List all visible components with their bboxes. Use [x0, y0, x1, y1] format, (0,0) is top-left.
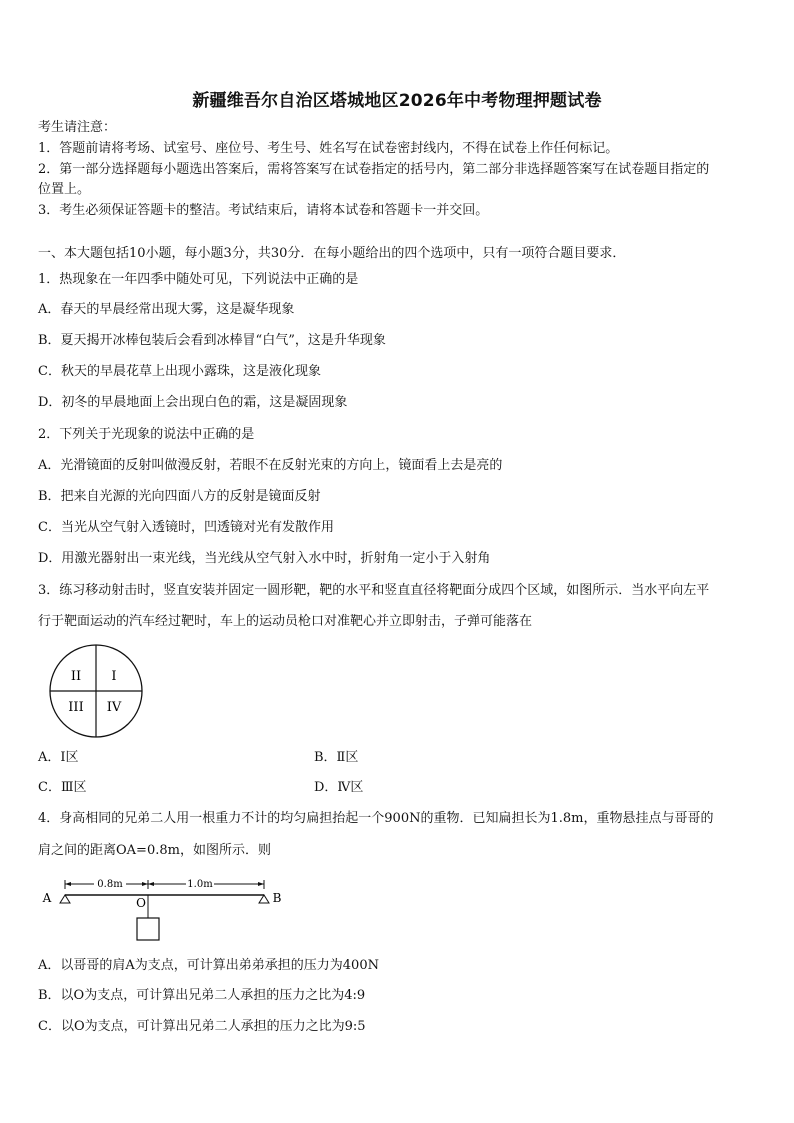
option-a: A．Ⅰ区 [38, 750, 79, 765]
notice-heading: 考生请注意： [38, 120, 117, 135]
option-c: C．秋天的早晨花草上出现小露珠，这是液化现象 [38, 364, 321, 379]
notice-item: 1．答题前请将考场、试室号、座位号、考生号、姓名写在试卷密封线内，不得在试卷上作任何标记。 [38, 141, 619, 156]
notice-item: 3．考生必须保证答题卡的整洁。考试结束后，请将本试卷和答题卡一并交回。 [38, 203, 489, 218]
notice-item: 位置上。 [38, 182, 91, 197]
section-heading: 一、本大题包括10小题，每小题3分，共30分．在每小题给出的四个选项中，只有一项符合题目要求． [38, 246, 626, 261]
region-label-i: I [111, 669, 117, 684]
question-stem: 4．身高相同的兄弟二人用一根重力不计的均匀扁担抬起一个900N的重物．已知扁担长为1.8m，重物悬挂点与哥哥的 [38, 811, 714, 826]
region-label-iv: IV [106, 700, 122, 715]
option-b: B．夏天揭开冰棒包装后会看到冰棒冒“白气”，这是升华现象 [38, 333, 386, 348]
option-a: A．光滑镜面的反射叫做漫反射，若眼不在反射光束的方向上，镜面看上去是亮的 [38, 458, 503, 473]
point-label-o: O [136, 896, 146, 910]
region-label-iii: III [68, 700, 84, 715]
option-d: D．Ⅳ区 [314, 780, 364, 795]
arrowhead [148, 882, 154, 886]
question-stem: 3．练习移动射击时，竖直安装并固定一圆形靶，靶的水平和竖直直径将靶面分成四个区域，如图所示．当水平向左平 [38, 583, 710, 598]
length-label-ao: 0.8m [97, 879, 123, 890]
length-label-ob: 1.0m [187, 879, 213, 890]
option-b: B．Ⅱ区 [314, 750, 359, 765]
shoulder-pole-diagram [38, 872, 288, 944]
option-c: C．当光从空气射入透镜时，凹透镜对光有发散作用 [38, 520, 334, 535]
target-diagram [46, 642, 146, 740]
option-c: C．以O为支点，可计算出兄弟二人承担的压力之比为9:5 [38, 1019, 366, 1034]
question-stem: 肩之间的距离OA=0.8m，如图所示．则 [38, 843, 271, 858]
page-title: 新疆维吾尔自治区塔城地区2026年中考物理押题试卷 [192, 91, 602, 111]
option-b: B．以O为支点，可计算出兄弟二人承担的压力之比为4:9 [38, 988, 366, 1003]
arrowhead [65, 882, 71, 886]
option-c: C．Ⅲ区 [38, 780, 87, 795]
question-stem: 行于靶面运动的汽车经过靶时，车上的运动员枪口对准靶心并立即射击，子弹可能落在 [38, 614, 533, 629]
option-b: B．把来自光源的光向四面八方的反射是镜面反射 [38, 489, 321, 504]
support-a-icon [60, 895, 70, 903]
notice-item: 2．第一部分选择题每小题选出答案后，需将答案写在试卷指定的括号内，第二部分非选择题答案写在试卷题目指定的 [38, 162, 710, 177]
support-b-icon [259, 895, 269, 903]
option-d: D．初冬的早晨地面上会出现白色的霜，这是凝固现象 [38, 395, 348, 410]
point-label-a: A [42, 891, 52, 905]
option-d: D．用激光器射出一束光线，当光线从空气射入水中时，折射角一定小于入射角 [38, 551, 491, 566]
question-stem: 2．下列关于光现象的说法中正确的是 [38, 427, 255, 442]
option-a: A．以哥哥的肩A为支点，可计算出弟弟承担的压力为400N [38, 958, 379, 973]
arrowhead [142, 882, 148, 886]
option-a: A．春天的早晨经常出现大雾，这是凝华现象 [38, 302, 295, 317]
question-stem: 1．热现象在一年四季中随处可见，下列说法中正确的是 [38, 272, 359, 287]
weight-box [137, 918, 159, 940]
arrowhead [258, 882, 264, 886]
region-label-ii: II [70, 669, 82, 684]
point-label-b: B [272, 891, 282, 905]
